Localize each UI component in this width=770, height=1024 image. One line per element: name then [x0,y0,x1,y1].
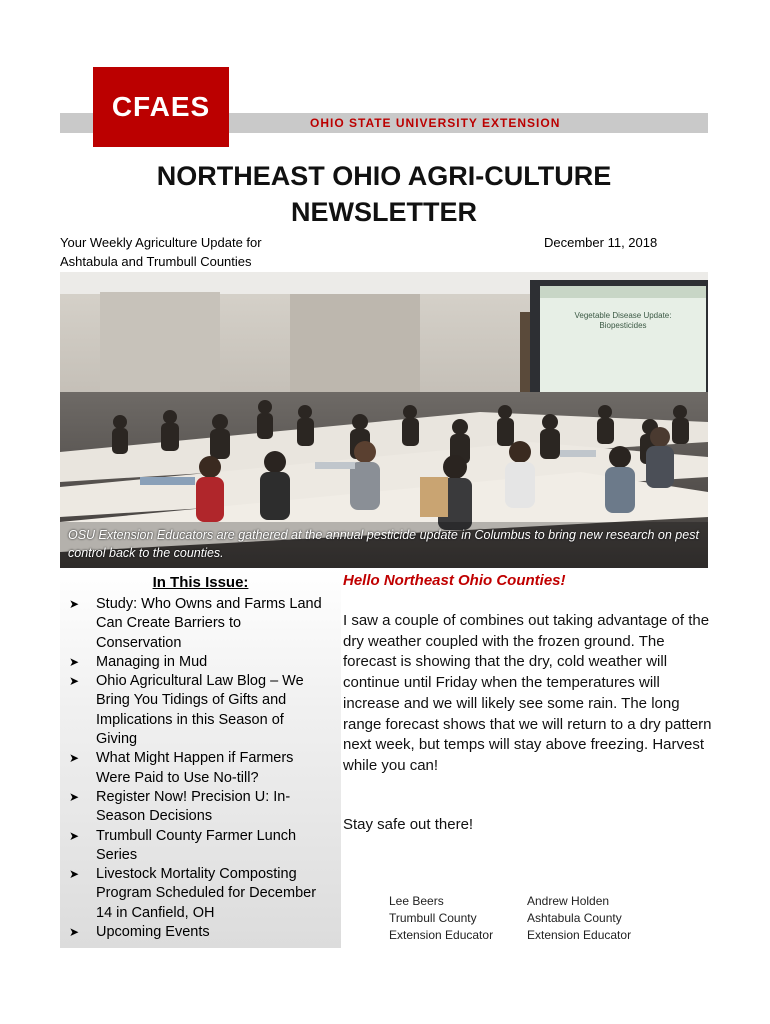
greeting-heading: Hello Northeast Ohio Counties! [343,572,566,589]
toc-item[interactable] [60,827,341,866]
sidebar-heading: In This Issue: [152,574,249,591]
toc-item-label: Upcoming Events [96,924,210,941]
signature-block-1 [389,893,493,944]
signature-county: Ashtabula County [527,911,622,925]
signoff-text: Stay safe out there! [343,816,474,833]
toc-item[interactable] [60,788,341,827]
cfaes-logo: CFAES [93,67,229,147]
photo-caption: OSU Extension Educators are gathered at the annual pesticide update in Columbus to bring new research on pest control back to the counties. [68,528,699,560]
toc-item-label: Trumbull County Farmer Lunch Series [96,827,297,863]
arrow-bullet-icon: ➤ [69,789,80,804]
signature-block-2 [527,893,631,944]
in-this-issue-sidebar [60,568,341,948]
intro-paragraph: I saw a couple of combines out taking advantage of the dry weather coupled with the frozen ground. The forecast is showing that the dry, cold weather will continue until Friday when the temperatures will increase and we will likely see some rain. The long range forecast shows that we will return to a dry pattern next week, but temps will stay above freezing. Harvest while you can! [343,612,712,774]
issue-date: December 11, 2018 [544,235,658,250]
toc-item-label: Livestock Mortality Composting Program Scheduled for December 14 in Canfield, OH [96,866,317,921]
arrow-bullet-icon: ➤ [69,828,80,843]
toc-item[interactable] [60,749,341,788]
toc-item[interactable] [60,865,341,923]
toc-item-label: Study: Who Owns and Farms Land Can Create Barriers to Conservation [96,596,322,651]
toc-item-label: Ohio Agricultural Law Blog – We Bring You Tidings of Gifts and Implications in this Season of Giving [96,673,304,748]
newsletter-title [60,158,708,230]
toc-item-label: What Might Happen if Farmers Were Paid to Use No-till? [96,750,294,786]
title-line-2: NEWSLETTER [291,197,477,227]
subtitle-line-2: Ashtabula and Trumbull Counties [60,254,252,269]
toc-item[interactable] [60,923,341,942]
toc-item[interactable] [60,595,341,653]
signature-name: Andrew Holden [527,894,610,908]
signature-name: Lee Beers [389,894,444,908]
extension-label: OHIO STATE UNIVERSITY EXTENSION [310,116,561,130]
subtitle-line-1: Your Weekly Agriculture Update for [60,235,262,250]
signature-role: Extension Educator [527,928,632,942]
signature-county: Trumbull County [389,911,477,925]
toc-item-label: Register Now! Precision U: In-Season Decisions [96,788,291,825]
slide-title-line-2: Biopesticides [599,321,647,330]
newsletter-subtitle [60,233,310,271]
arrow-bullet-icon: ➤ [69,597,80,611]
arrow-bullet-icon: ➤ [69,654,80,669]
toc-item-label: Managing in Mud [96,653,208,670]
toc-item[interactable] [60,672,341,749]
arrow-bullet-icon: ➤ [69,751,80,766]
toc-item[interactable] [60,653,341,672]
toc-list [60,595,341,942]
title-line-1: NORTHEAST OHIO AGRI-CULTURE [156,161,612,191]
conference-photo-illustration [60,272,708,568]
slide-title-line-1: Vegetable Disease Update: [574,311,672,320]
signature-role: Extension Educator [389,928,494,942]
arrow-bullet-icon: ➤ [69,925,80,940]
conference-photo [60,272,708,568]
arrow-bullet-icon: ➤ [69,867,80,882]
arrow-bullet-icon: ➤ [69,674,80,689]
